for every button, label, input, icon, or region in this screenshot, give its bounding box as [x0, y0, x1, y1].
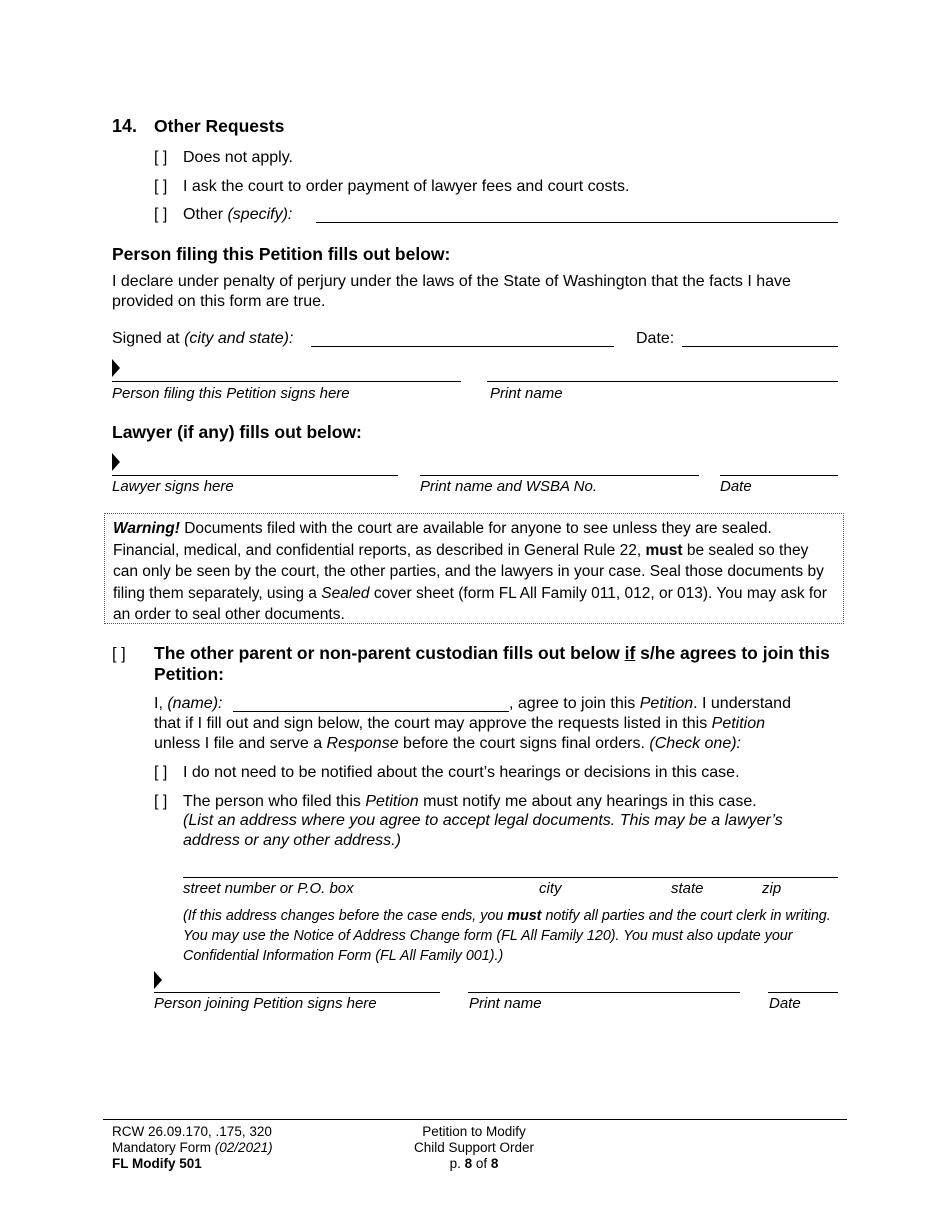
filer-sign-label: Person filing this Petition signs here: [112, 385, 350, 402]
checkbox-no-notify[interactable]: [ ]: [154, 764, 168, 781]
checkbox-does-not-apply[interactable]: [ ]: [154, 149, 168, 166]
addr-zip-label: zip: [762, 880, 782, 897]
join-text-line3: unless I file and serve a Response before the court signs final orders. (Check one):: [154, 735, 741, 752]
join-text-line2: that if I fill out and sign below, the court may approve the requests listed in this Petition: [154, 715, 766, 732]
option-label: I ask the court to order payment of lawyer fees and court costs.: [183, 178, 630, 195]
join-checkbox[interactable]: [ ]: [112, 645, 126, 663]
footer-center: Petition to Modify Child Support Order p. 8 of 8: [413, 1124, 535, 1171]
section-title: Other Requests: [154, 116, 285, 136]
signed-at-field[interactable]: [311, 346, 614, 347]
addr-state-label: state: [671, 880, 704, 897]
filer-heading: Person filing this Petition fills out below:: [112, 244, 451, 264]
join-name-line: I, (name):: [154, 695, 223, 712]
option-notify-label: The person who filed this Petition must notify me about any hearings in this case.: [183, 793, 757, 810]
signature-arrow-icon: [154, 971, 162, 989]
signature-arrow-icon: [112, 453, 120, 471]
joiner-signature-field[interactable]: [154, 992, 440, 993]
joiner-sign-label: Person joining Petition signs here: [154, 995, 377, 1012]
joiner-date-field[interactable]: [768, 992, 838, 993]
lawyer-date-field[interactable]: [720, 475, 838, 476]
checkbox-notify[interactable]: [ ]: [154, 793, 168, 810]
lawyer-print-label: Print name and WSBA No.: [420, 478, 598, 495]
lawyer-sign-label: Lawyer signs here: [112, 478, 234, 495]
joiner-print-label: Print name: [469, 995, 542, 1012]
checkbox-other[interactable]: [ ]: [154, 206, 168, 223]
lawyer-print-name-field[interactable]: [420, 475, 699, 476]
address-change-note: (If this address changes before the case ends, you must notify all parties and the court clerk in writing. You may use the Notice of Address Change form (FL All Family 120). You must also update your Confidential Information Form (FL All Family 001).): [183, 908, 831, 964]
filer-print-label: Print name: [490, 385, 563, 402]
lawyer-signature-field[interactable]: [112, 475, 398, 476]
filer-date-field[interactable]: [682, 346, 838, 347]
address-field[interactable]: [183, 877, 838, 878]
footer-left: RCW 26.09.170, .175, 320 Mandatory Form (02/2021) FL Modify 501: [112, 1124, 273, 1171]
filer-signature-field[interactable]: [112, 381, 461, 382]
joiner-date-label: Date: [769, 995, 801, 1012]
signature-arrow-icon: [112, 359, 120, 377]
section-number: 14.: [112, 116, 138, 136]
declaration-text: I declare under penalty of perjury under the laws of the State of Washington that the facts I have provided on this form are true.: [112, 273, 791, 310]
checkbox-lawyer-fees[interactable]: [ ]: [154, 178, 168, 195]
address-instruction-2: address or any other address.): [183, 832, 401, 849]
address-instruction: (List an address where you agree to accept legal documents. This may be a lawyer’s: [183, 812, 783, 829]
date-label: Date:: [636, 330, 675, 347]
option-no-notify-label: I do not need to be notified about the court’s hearings or decisions in this case.: [183, 764, 740, 781]
addr-street-label: street number or P.O. box: [183, 880, 354, 897]
lawyer-date-label: Date: [720, 478, 752, 495]
addr-city-label: city: [539, 880, 562, 897]
specify-hint: (specify):: [227, 206, 293, 223]
join-title: The other parent or non-parent custodian fills out below if s/he agrees to join this Petition:: [154, 643, 830, 684]
warning-box: Warning! Documents filed with the court are available for anyone to see unless they are sealed. Financial, medical, and confidential reports, as described in General Rule 22, must be sealed so they can only be seen by the court, the other parties, and the lawyers in your case. Seal those documents by filing them separately, using a Sealed cover sheet (form FL All Family 011, 012, or 013). You may ask for an order to seal other documents.: [104, 513, 844, 624]
footer-rule: [103, 1119, 847, 1120]
filer-print-name-field[interactable]: [487, 381, 838, 382]
option-label: Does not apply.: [183, 149, 293, 166]
agree-text: , agree to join this Petition. I understand: [509, 695, 791, 712]
lawyer-heading: Lawyer (if any) fills out below:: [112, 422, 362, 442]
joiner-print-name-field[interactable]: [468, 992, 740, 993]
joiner-name-field[interactable]: [233, 711, 509, 712]
other-label: Other: [183, 206, 224, 223]
other-specify-field[interactable]: [316, 222, 838, 223]
signed-at-label: Signed at (city and state):: [112, 330, 294, 347]
option-label: [183, 206, 292, 224]
warning-lead: Warning!: [113, 520, 180, 537]
